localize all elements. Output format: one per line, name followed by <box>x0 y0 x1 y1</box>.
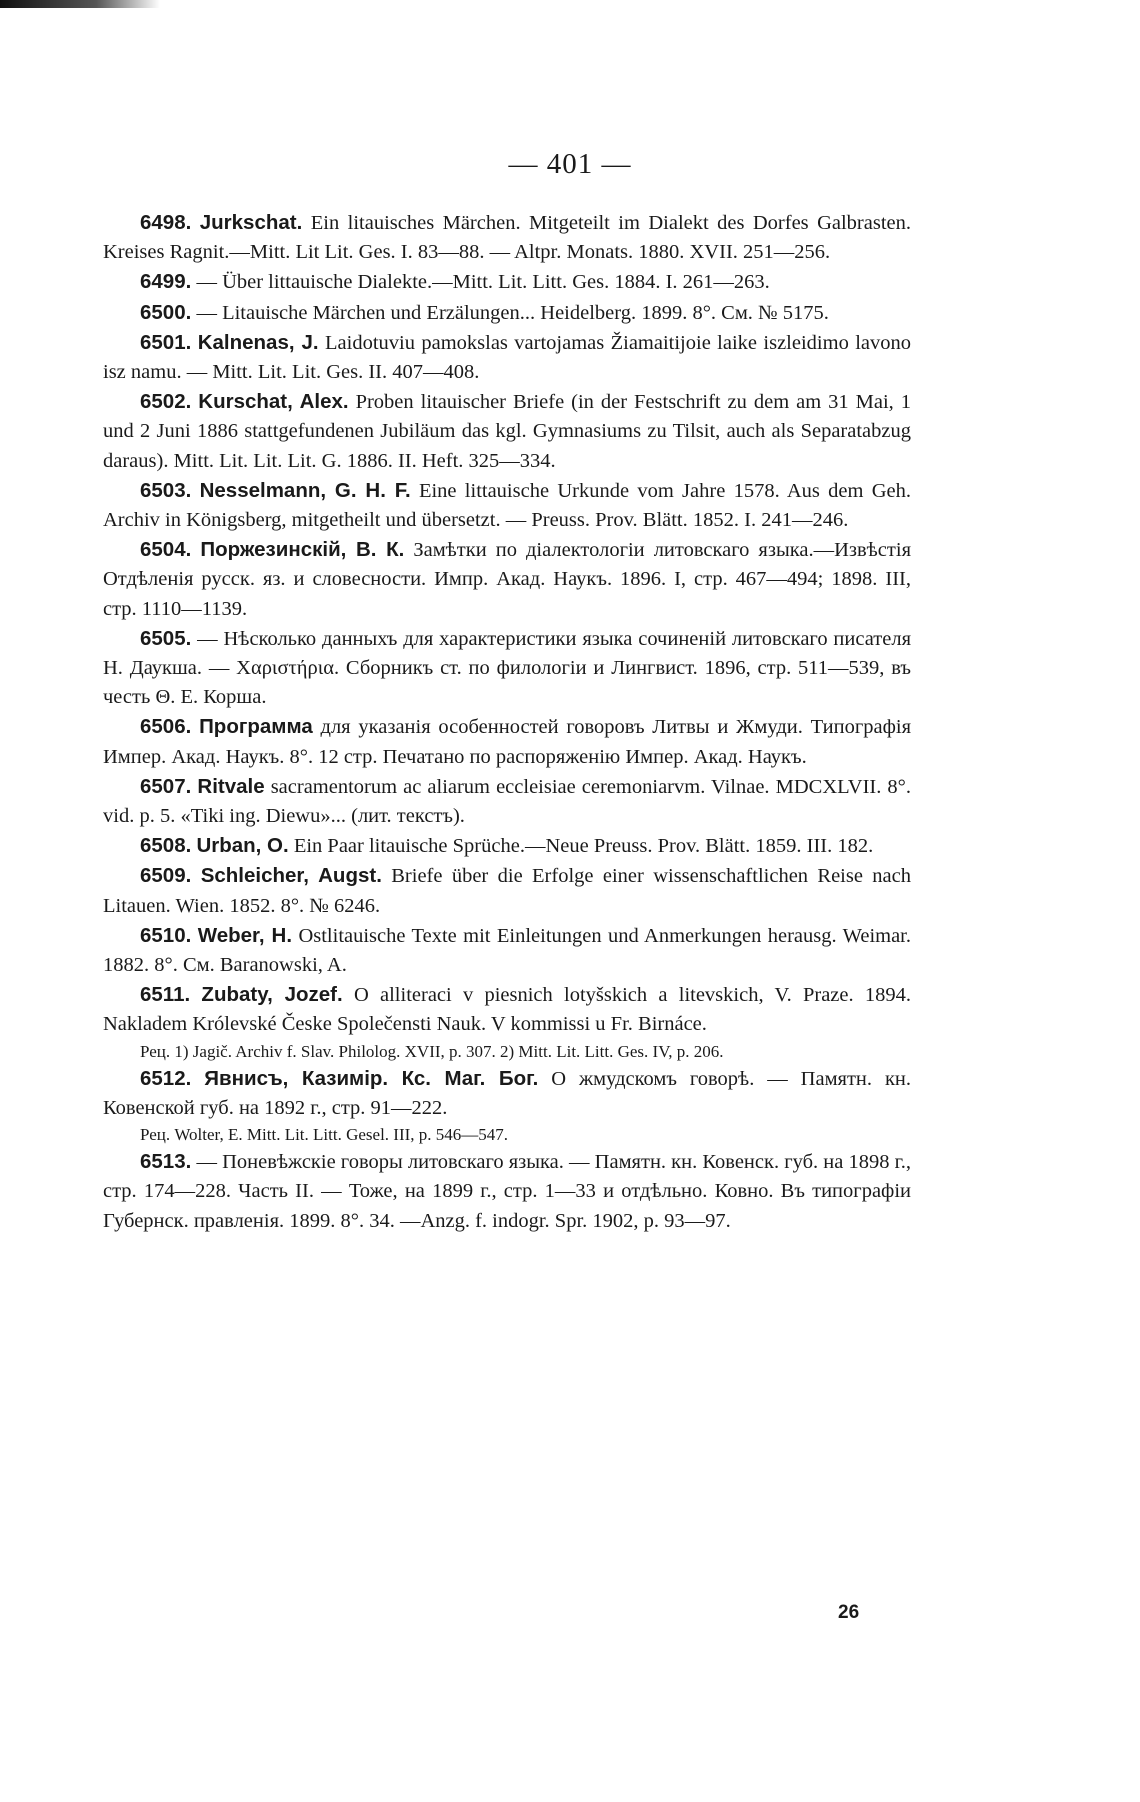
entry-text: О жмудскомъ говорѣ. — Памятн. кн. Ковенской губ. на 1892 г., стр. 91—222. <box>103 1067 912 1119</box>
entry-number: 6500. <box>140 300 192 324</box>
bibliography-entries <box>103 208 911 1236</box>
entry-text: для указанія особенностей говоровъ Литвы и Жмуди. Типографія Импер. Акад. Наукъ. 8°. 12 стр. Печатано по распоряженію Импер. Акад. Наукъ. <box>103 716 911 768</box>
entry-number: 6506. <box>140 715 192 739</box>
entry-number: 6504. <box>140 538 192 562</box>
entry-author: Ritvale <box>197 774 265 798</box>
entry-author: Kalnenas, J. <box>197 330 319 354</box>
entry-6502 <box>103 387 911 476</box>
entry-text: Ein litauisches Märchen. Mitgeteilt im Dialekt des Dorfes Galbrasten. Kreises Ragnit.—Mitt. Lit Lit. Ges. I. 83—88. — Altpr. Monats. 1880. XVII. 251—256. <box>103 212 912 264</box>
entry-number: 6498. <box>140 211 192 234</box>
entry-text: Laidotuviu pamokslas vartojamas Žiamaitijoie laike iszleidimo lavono isz namu. — Mitt. Lit. Lit. Ges. II. 407—408. <box>103 331 911 384</box>
entry-6505 <box>103 624 911 713</box>
scan-edge-mark <box>0 0 160 8</box>
entry-text: Ein Paar litauische Sprüche.—Neue Preuss. Prov. Blätt. 1859. III. 182. <box>288 835 874 858</box>
entry-6513 <box>103 1147 911 1236</box>
entry-6507 <box>103 772 911 831</box>
entry-number: 6511. <box>140 983 191 1007</box>
entry-6510 <box>103 921 911 980</box>
entry-text: Eine littauische Urkunde vom Jahre 1578. Aus dem Geh. Archiv in Königsberg, mitgetheilt und übersetzt. — Preuss. Prov. Blätt. 1852. I. 241—246. <box>103 479 911 532</box>
entry-6512 <box>103 1064 911 1123</box>
entry-author: Поржезинскій, В. К. <box>200 538 405 562</box>
entry-6499 <box>103 267 911 297</box>
printer-signature: 26 <box>838 1602 860 1623</box>
entry-6500 <box>103 298 911 328</box>
entry-6506 <box>103 712 911 771</box>
entry-number: 6503. <box>140 478 192 502</box>
entry-author: Weber, H. <box>197 923 293 947</box>
entry-number: 6505. <box>140 626 192 650</box>
entry-number: 6510. <box>140 923 192 947</box>
entry-6504 <box>103 535 911 624</box>
entry-number: 6499. <box>140 270 192 294</box>
entry-review: Рец. 1) Jagič. Archiv f. Slav. Philolog. XVII, p. 307. 2) Mitt. Lit. Litt. Ges. IV, p. 206. <box>140 1041 724 1061</box>
entry-text: — Поневѣжскіе говоры литовскаго языка. — Памятн. кн. Ковенск. губ. на 1898 г., стр. 174—228. Часть II. — Тоже, на 1899 г., стр. 1—33 и отдѣльно. Ковно. Въ типографіи Губернск. правленія. 1899. 8°. 34. —Anzg. f. indogr. Spr. 1902, p. 93—97. <box>103 1151 911 1232</box>
entry-author: Schleicher, Augst. <box>200 864 382 888</box>
entry-author: Kurschat, Alex. <box>198 390 349 414</box>
entry-6498 <box>103 208 911 267</box>
entry-6511 <box>103 980 911 1039</box>
entry-number: 6508. <box>140 834 192 858</box>
entry-text: — Litauische Märchen und Erzälungen... Heidelberg. 1899. 8°. См. № 5175. <box>191 301 829 324</box>
entry-text: Proben litauischer Briefe (in der Festschrift zu dem am 31 Mai, 1 und 2 Juni 1886 stattgefundenen Jubiläum das kgl. Gymnasiums zu Tilsit, auch als Separatabzug daraus). Mitt. Lit. Lit. Lit. G. 1886. II. Heft. 325—334. <box>103 391 911 472</box>
entry-text: Замѣтки по діалектологіи литовскаго языка.—Извѣстія Отдѣленія русск. яз. и словесности. Импр. Акад. Наукъ. 1896. I, стр. 467—494; 1898. III, стр. 1110—1139. <box>103 539 911 620</box>
entry-number: 6513. <box>140 1150 192 1174</box>
entry-text: sacramentorum ac aliarum eccleisiae ceremoniarvm. Vilnae. MDCXLVII. 8°. vid. p. 5. «Tiki ing. Diewu»... (лит. текстъ). <box>103 775 911 828</box>
entry-6509 <box>103 861 911 920</box>
entry-number: 6501. <box>140 330 192 354</box>
entry-6501 <box>103 328 911 387</box>
entry-6508 <box>103 831 911 861</box>
entry-text: Briefe über die Erfolge einer wissenschaftlichen Reise nach Litauen. Wien. 1852. 8°. № 6246. <box>103 865 912 917</box>
entry-number: 6507. <box>140 774 192 798</box>
entry-author: Программа <box>199 715 313 739</box>
entry-review: Рец. Wolter, E. Mitt. Lit. Litt. Gesel. III, p. 546—547. <box>140 1125 509 1145</box>
entry-text: O alliteraci v piesnich lotyšskich a litevskich, V. Praze. 1894. Nakladem Królevské Česke Společensti Nauk. V kommissi u Fr. Birnáce. <box>103 984 912 1036</box>
entry-text: Ostlitauische Texte mit Einleitungen und Anmerkungen herausg. Weimar. 1882. 8°. См. Baranowski, A. <box>103 924 912 977</box>
entry-author: Jurkschat. <box>199 211 303 234</box>
entry-author: Urban, O. <box>196 834 289 858</box>
entry-author: Zubaty, Jozef. <box>201 983 343 1007</box>
entry-author: Явнисъ, Казиміp. Кс. Маг. Бог. <box>204 1066 539 1090</box>
entry-number: 6509. <box>140 864 192 888</box>
entry-number: 6502. <box>140 390 192 414</box>
page-number: — 401 — <box>508 148 632 180</box>
entry-number: 6512. <box>140 1066 192 1090</box>
entry-text: — Нѣсколько данныхъ для характеристики языка сочиненій литовскаго писателя Н. Даукша. — Χαριστήρια. Сборникъ ст. по филологіи и Лингвист. 1896, стр. 511—539, въ честь Θ. Е. Корша. <box>103 627 911 709</box>
entry-author: Nesselmann, G. H. F. <box>199 478 411 502</box>
entry-text: — Über littauische Dialekte.—Mitt. Lit. Litt. Ges. 1884. I. 261—263. <box>191 271 770 294</box>
entry-6503 <box>103 476 911 535</box>
